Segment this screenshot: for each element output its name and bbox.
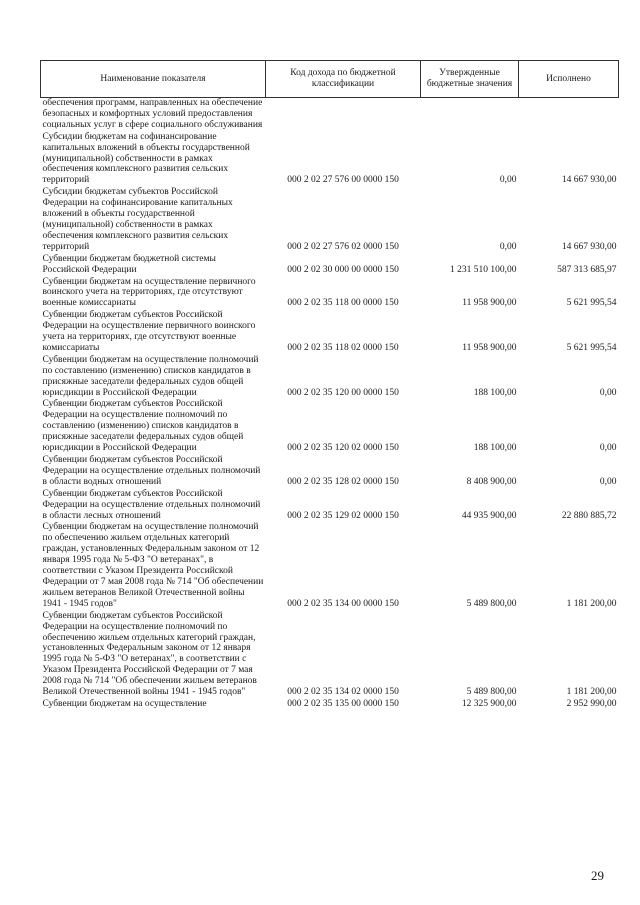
- table-row: [41, 699, 619, 711]
- cell-code: 000 2 02 35 118 00 0000 150: [287, 298, 399, 309]
- cell-executed: 0,00: [599, 387, 617, 398]
- cell-approved: 1 231 510 100,00: [450, 264, 517, 275]
- cell-executed: 0,00: [599, 476, 617, 487]
- table-row: [41, 611, 619, 699]
- header-executed: Исполнено: [519, 61, 619, 98]
- cell-name: Субсидии бюджетам субъектов Российской Федерации на софинансирование капитальных вложений в объекты государственной (муниципальной) собственности в рамках обеспечения комплексного развития сельских территорий: [42, 187, 233, 252]
- table-row: [41, 522, 619, 610]
- cell-name: Субвенции бюджетам бюджетной системы Российской Федерации: [42, 253, 216, 275]
- cell-executed: 2 952 990,00: [566, 698, 617, 709]
- cell-approved: 188 100,00: [473, 387, 517, 398]
- header-code: Код дохода по бюджетной классификации: [266, 61, 421, 98]
- budget-table: [40, 60, 619, 711]
- cell-name: Субвенции бюджетам на осуществление полномочий по обеспечению жильем отдельных категорий граждан, установленных Федеральным законом от 12 января 1995 года № 5-ФЗ "О ветеранах", в соответствии с Указом Президента Российской Федерации от 7 мая 2008 года № 714 "Об обеспечении жильем ветеранов Великой Отечественной войны 1941 - 1945 годов": [42, 522, 264, 609]
- cell-code: [266, 98, 421, 132]
- cell-code: 000 2 02 27 576 02 0000 150: [287, 241, 399, 252]
- cell-approved: 12 325 900,00: [461, 698, 517, 709]
- table-row: [41, 455, 619, 489]
- cell-executed: [519, 98, 619, 132]
- cell-code: 000 2 02 35 134 00 0000 150: [287, 598, 399, 609]
- cell-code: 000 2 02 27 576 00 0000 150: [287, 175, 399, 186]
- table-row: [41, 310, 619, 355]
- cell-approved: 44 935 900,00: [461, 510, 517, 521]
- page-number: 29: [591, 868, 604, 883]
- cell-code: 000 2 02 30 000 00 0000 150: [287, 264, 399, 275]
- cell-executed: 1 181 200,00: [566, 687, 617, 698]
- cell-approved: 0,00: [499, 241, 517, 252]
- cell-executed: 5 621 995,54: [566, 298, 617, 309]
- table-row: [41, 355, 619, 400]
- cell-name: Субвенции бюджетам на осуществление первичного воинского учета на территориях, где отсутствуют военные комиссариаты: [42, 276, 256, 309]
- cell-approved: 5 489 800,00: [466, 598, 517, 609]
- header-name: Наименование показателя: [41, 61, 266, 98]
- cell-name: Субвенции бюджетам субъектов Российской Федерации на осуществление отдельных полномочий в области водных отношений: [42, 455, 261, 487]
- table-row: [41, 187, 619, 253]
- table-row: [41, 254, 619, 277]
- header-approved: Утвержденные бюджетные значения: [421, 61, 519, 98]
- cell-code: 000 2 02 35 135 00 0000 150: [287, 698, 399, 709]
- table-row: [41, 489, 619, 523]
- table-header-row: [41, 61, 619, 98]
- cell-executed: 587 313 685,97: [557, 264, 617, 275]
- table-row: [41, 98, 619, 132]
- cell-executed: 1 181 200,00: [566, 598, 617, 609]
- cell-code: 000 2 02 35 120 00 0000 150: [287, 387, 399, 398]
- cell-executed: 14 667 930,00: [561, 241, 617, 252]
- cell-name: Субсидии бюджетам на софинансирование капитальных вложений в объекты государственной (муниципальной) собственности в рамках обеспечения комплексного развития сельских территорий: [42, 131, 250, 186]
- cell-executed: 14 667 930,00: [561, 175, 617, 186]
- cell-code: 000 2 02 35 129 02 0000 150: [287, 510, 399, 521]
- cell-executed: 0,00: [599, 443, 617, 454]
- table-row: [41, 277, 619, 311]
- cell-code: 000 2 02 35 128 02 0000 150: [287, 476, 399, 487]
- cell-name: Субвенции бюджетам субъектов Российской Федерации на осуществление первичного воинского учета на территориях, где отсутствуют военные комиссариаты: [42, 310, 256, 353]
- cell-name: Субвенции бюджетам субъектов Российской Федерации на осуществление полномочий по обеспечению жильем отдельных категорий граждан, установленных Федеральным законом от 12 января 1995 года № 5-ФЗ "О ветеранах", в соответствии с Указом Президента Российской Федерации от 7 мая 2008 года № 714 "Об обеспечении жильем ветеранов Великой Отечественной войны 1941 - 1945 годов": [42, 610, 257, 698]
- cell-approved: 8 408 900,00: [466, 476, 517, 487]
- cell-code: 000 2 02 35 134 02 0000 150: [287, 687, 399, 698]
- cell-approved: 5 489 800,00: [466, 687, 517, 698]
- cell-approved: 0,00: [499, 175, 517, 186]
- table-row: [41, 132, 619, 188]
- cell-approved: 11 958 900,00: [462, 298, 517, 309]
- cell-code: 000 2 02 35 120 02 0000 150: [287, 443, 399, 454]
- cell-name: Субвенции бюджетам субъектов Российской Федерации на осуществление полномочий по составлению (изменению) списков кандидатов в присяжные заседатели федеральных судов общей юрисдикции в Российской Федерации: [42, 399, 244, 454]
- table-body: [41, 98, 619, 711]
- cell-approved: [421, 98, 519, 132]
- cell-executed: 22 880 885,72: [561, 510, 617, 521]
- cell-approved: 11 958 900,00: [462, 342, 517, 353]
- table-row: [41, 399, 619, 455]
- cell-name: Субвенции бюджетам на осуществление полномочий по составлению (изменению) списков кандидатов в присяжные заседатели федеральных судов общей юрисдикции в Российской Федерации: [42, 354, 259, 398]
- cell-name: Субвенции бюджетам на осуществление: [42, 698, 207, 709]
- cell-code: 000 2 02 35 118 02 0000 150: [287, 342, 399, 353]
- cell-name: обеспечения программ, направленных на обеспечение безопасных и комфортных условий предоставления социальных услуг в сфере социального обслуживания: [42, 98, 263, 130]
- cell-name: Субвенции бюджетам субъектов Российской Федерации на осуществление отдельных полномочий в области лесных отношений: [42, 488, 261, 521]
- cell-executed: 5 621 995,54: [566, 342, 617, 353]
- cell-approved: 188 100,00: [473, 443, 517, 454]
